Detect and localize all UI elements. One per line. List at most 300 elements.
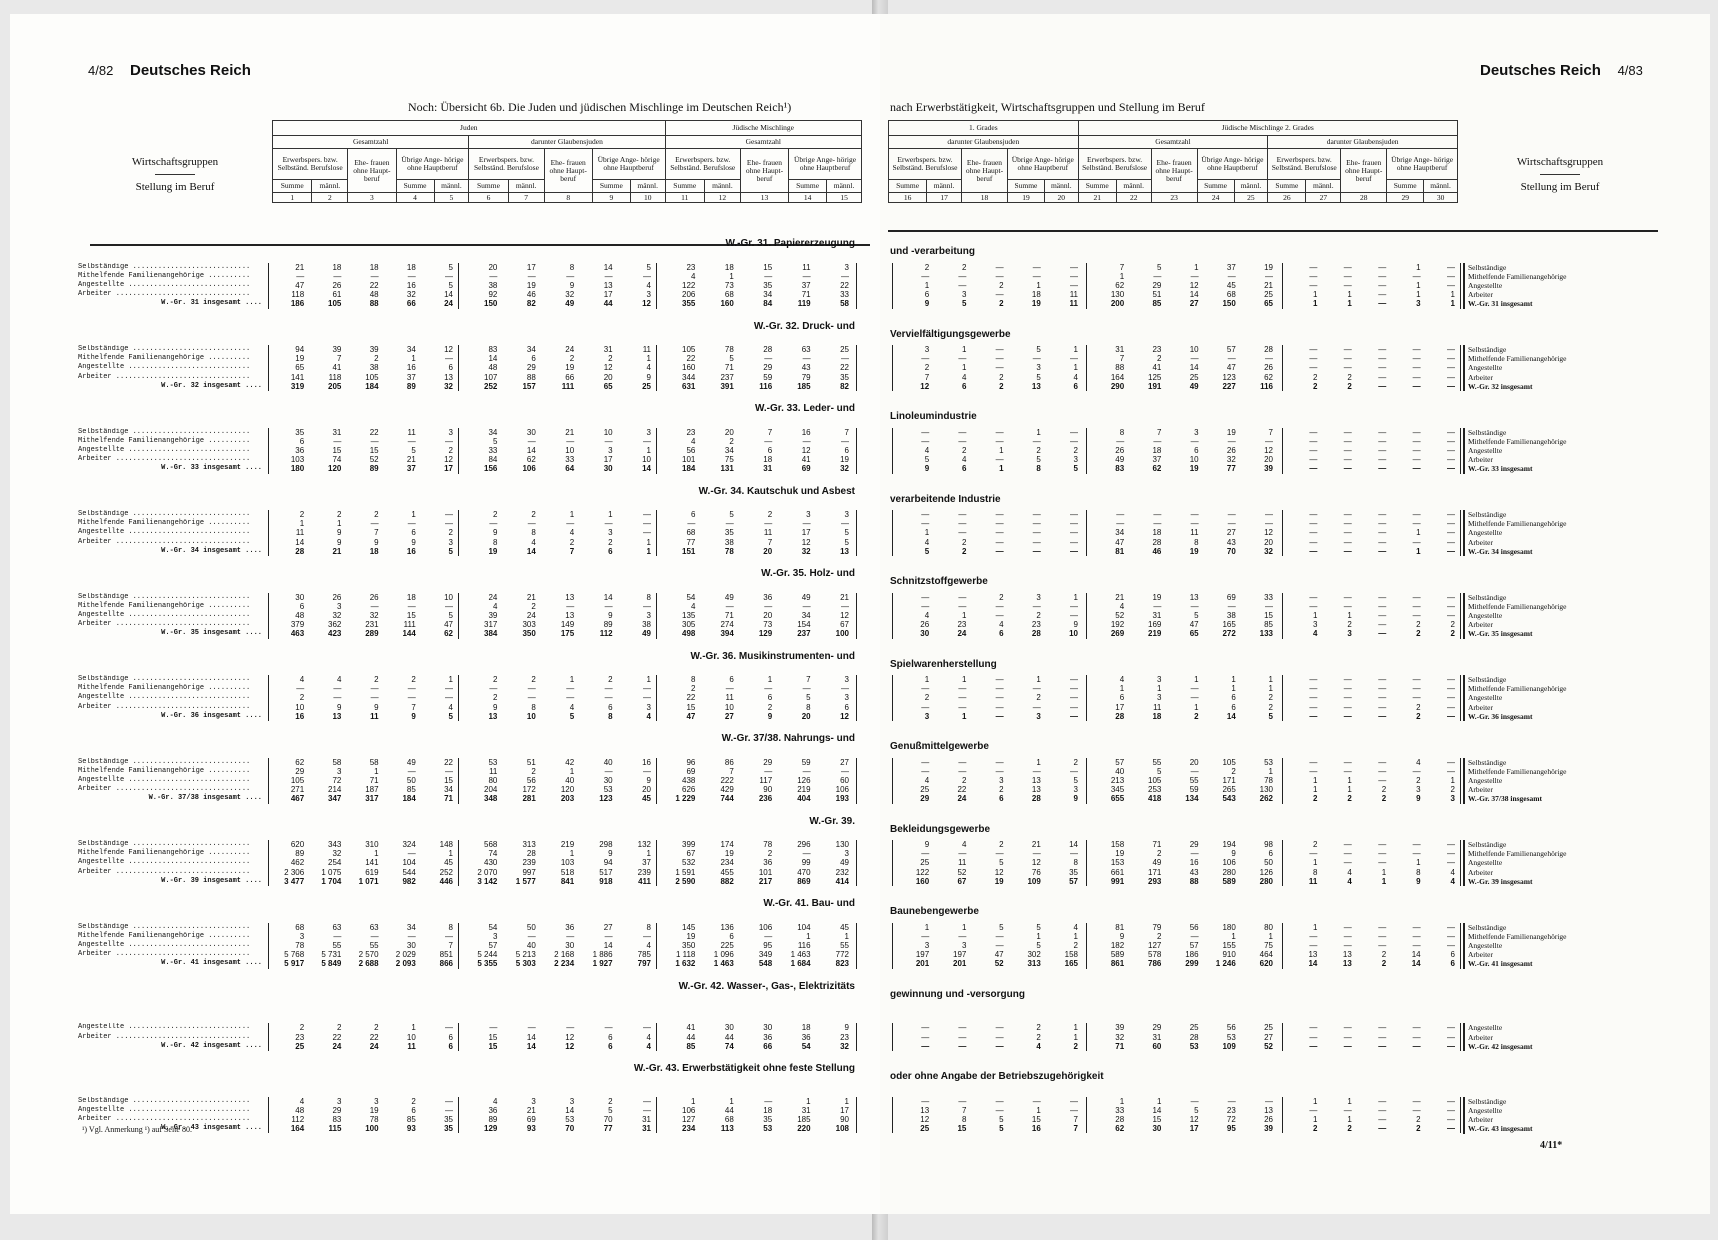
data-cell: 6 [1119,693,1125,703]
data-cell: 25 [920,858,930,868]
data-cells [270,675,456,721]
data-cells [1090,345,1276,391]
data-cell: 3 [999,775,1004,785]
data-cell: — [841,354,849,364]
data-cell: 6 [1194,445,1199,455]
data-cell: 67 [840,620,849,630]
column-rule [1460,263,1461,309]
row-label: Arbeiter [1468,620,1493,630]
data-cell: — [1447,537,1455,547]
data-cell: 19 [1226,427,1236,437]
row-label: Selbständige [1468,592,1507,602]
column-rule [656,923,657,969]
column-number: 4 [396,193,434,203]
data-cell: 455 [720,867,734,877]
total-cell: 1 [1381,876,1387,886]
column-rule [458,428,459,474]
data-cell: — [995,1096,1004,1106]
total-cell: 133 [1259,629,1273,639]
row-label-total: W.-Gr. 41 insgesamt .... [161,959,262,968]
data-cell: 6 [448,363,453,373]
data-cell: 4 [646,280,651,290]
data-cell: 2 [1036,1023,1041,1033]
column-rule [1460,1097,1461,1134]
data-cell: 379 [290,620,305,630]
data-cell: 49 [1152,858,1162,868]
data-cell: 55 [332,940,342,950]
data-cell: — [995,675,1004,684]
data-cell: 19 [1115,849,1125,859]
left-column-header [272,120,862,203]
data-cell: 30 [763,1023,773,1033]
data-cell: — [1378,519,1387,529]
data-cell: 6 [844,702,849,712]
data-cell: 1 [299,519,305,529]
total-cell: 21 [332,546,342,556]
total-cell: 78 [724,546,734,556]
data-cell: — [1343,1105,1352,1115]
data-cell: 11 [295,528,305,538]
data-cell: — [445,354,453,364]
data-cell: 1 [1268,684,1273,694]
data-cell: 37 [406,372,416,382]
data-cell: 85 [406,785,416,795]
data-cell: 29 [1189,840,1199,849]
data-cell: 14 [526,445,536,455]
data-cell: — [1378,766,1387,776]
col-summe: Summe [1197,180,1234,193]
data-cell: 12 [565,1032,575,1042]
column-rule [856,428,857,474]
data-cell: 26 [1264,1115,1273,1125]
data-cell: — [1412,693,1421,703]
data-cell: 24 [565,345,575,354]
data-cell: 15 [369,445,379,455]
data-cell: 4 [924,445,930,455]
row-label-total: W.-Gr. 33 insgesamt [1468,464,1533,474]
data-cell: 9 [411,537,416,547]
data-cell: 6 [608,1032,613,1042]
data-cell: 174 [720,840,734,849]
data-cell: — [958,1096,967,1106]
sheet-signature: 4/11* [1540,1140,1563,1151]
row-label-total: W.-Gr. 33 insgesamt .... [161,464,262,473]
data-cell: — [995,601,1004,611]
data-cell: 21 [406,455,416,465]
data-cell: 36 [801,1032,811,1042]
data-cell: 14 [444,290,453,300]
data-cell: 5 [844,528,849,538]
right-stub-header [1465,154,1655,195]
data-cell: — [1343,363,1352,373]
data-cell: — [1265,601,1273,611]
row-label-total: W.-Gr. 42 insgesamt .... [161,1041,262,1050]
data-cell: 120 [560,785,575,795]
data-cell: 1 [1036,675,1041,684]
data-cell: 38 [488,280,498,290]
data-cell: 33 [1264,592,1273,602]
total-cell: 4 [1036,1041,1041,1051]
data-cell: 2 [1036,445,1041,455]
data-cell: 52 [369,455,379,465]
data-cell: — [764,1096,773,1106]
data-cell: 7 [767,427,773,437]
total-cell: 14 [526,546,536,556]
column-rule [656,593,657,639]
data-cells [1090,428,1276,474]
data-cell: — [1153,510,1162,519]
column-rule [458,1097,459,1134]
column-rule [1460,510,1461,556]
data-cell: — [1343,271,1352,281]
data-cell: 105 [365,372,379,382]
total-cell: 70 [1226,546,1236,556]
data-cell: — [921,1023,930,1033]
data-cell: 7 [844,427,849,437]
data-cell: 194 [1222,840,1236,849]
row-label: Selbständige [1468,345,1507,354]
total-cell: 823 [835,959,849,969]
total-cell: 77 [1226,464,1236,474]
data-cell: 34 [1115,528,1125,538]
data-cell: 14 [603,592,613,602]
left-page-number: 4/82 [88,63,114,78]
data-cells [895,428,1081,474]
section-title-right: Bekleidungsgewerbe [890,823,991,835]
data-cell: 2 [729,436,734,446]
total-cell: 201 [915,959,930,969]
data-cell: 13 [1031,785,1041,795]
data-cell: — [1070,537,1078,547]
data-cell: 21 [1264,280,1273,290]
data-cell: — [1343,922,1352,932]
data-cell: — [1032,436,1041,446]
data-cell: — [1265,354,1273,364]
data-cell: 19 [1152,592,1162,602]
column-number: 27 [1306,193,1341,203]
data-cell: 1 [924,280,930,290]
column-rule [656,1097,657,1134]
data-cells [1090,758,1276,804]
data-cell: 135 [682,610,696,620]
total-cell: — [995,1041,1004,1051]
data-cell: 67 [686,849,696,859]
data-cell: 1 [569,510,575,519]
data-cell: — [1412,601,1421,611]
data-cells [1090,675,1276,721]
column-number: 23 [1151,193,1197,203]
data-cell: 2 [1073,445,1078,455]
data-cell: 15 [1152,1115,1162,1125]
header-glaubensjuden: darunter Glaubensjuden [889,136,1079,149]
column-rule [458,840,459,886]
data-cell: 12 [994,867,1004,877]
data-cell: 213 [1110,775,1125,785]
data-cell: 15 [444,775,453,785]
row-label: Arbeiter ................................ [78,1032,251,1041]
data-cell: 35 [763,1115,773,1125]
data-cell: 39 [488,610,498,620]
data-cell: 10 [406,1032,416,1042]
data-cell: 172 [522,785,536,795]
data-cell: 78 [763,840,773,849]
data-cell: 470 [797,867,811,877]
total-cell: 744 [720,794,734,804]
total-cell: 16 [295,711,305,721]
data-cell: 2 [1268,693,1273,703]
data-cells [270,1023,456,1051]
total-cell: 14 [526,1041,536,1051]
data-cell: — [921,354,930,364]
data-cell: — [527,519,536,529]
data-cell: 1 [336,519,342,529]
data-cell: 44 [724,1105,734,1115]
data-cell: 53 [1226,1032,1236,1042]
data-cell: 2 [336,1023,342,1033]
total-cell: — [1309,546,1318,556]
data-cell: 197 [915,950,930,960]
total-cell: 160 [915,876,930,886]
data-cell: — [958,1032,967,1042]
section-title-left: W.-Gr. 34. Kautschuk und Asbest [698,485,855,497]
data-cell: 1 [1036,427,1041,437]
data-cell: 15 [686,702,696,712]
data-cell: 4 [690,271,696,281]
data-cell: 40 [565,775,575,785]
data-cell: 43 [1226,537,1236,547]
data-cell: 11 [1069,290,1078,300]
total-cell: — [995,546,1004,556]
data-cell: — [1447,693,1455,703]
data-cell: 305 [682,620,696,630]
data-cell: 343 [328,840,342,849]
data-cell: — [1378,931,1387,941]
data-cell: — [1190,693,1199,703]
total-cell: 3 477 [284,876,305,886]
total-cell: 116 [1260,381,1273,391]
data-cell: — [445,684,453,694]
data-cell: — [407,849,416,859]
data-cells [660,675,852,721]
data-cell: 13 [1308,950,1318,960]
data-cell: 52 [1115,610,1125,620]
col-erwerbspers: Erwerbspers. bzw. Selbständ. Berufslose [1078,149,1151,180]
total-cell: 293 [1148,876,1162,886]
data-cell: — [1070,528,1078,538]
total-cell: 151 [682,546,696,556]
data-cell: 54 [488,922,498,932]
row-labels-left [78,263,268,309]
data-cell: — [958,693,967,703]
total-cell: 391 [720,381,734,391]
data-cells [895,263,1081,309]
data-cell: 36 [565,922,575,932]
data-cell: — [1447,1115,1455,1125]
data-cell: — [1447,436,1455,446]
data-cell: — [1190,519,1199,529]
data-cell: 126 [1259,867,1273,877]
data-cell: 80 [488,775,498,785]
row-label-total: W.-Gr. 31 insgesamt .... [161,299,262,308]
data-cell: 122 [682,280,696,290]
total-cell: 19 [994,876,1004,886]
row-label: Selbständige ............................ [78,757,251,766]
total-cell: 13 [840,546,849,556]
total-cell: 418 [1148,794,1162,804]
data-cell: 23 [957,620,967,630]
data-cell: 49 [1115,455,1125,465]
data-cell: — [1378,372,1387,382]
stub-header-line2: Stellung im Beruf [135,181,215,193]
total-cell: 414 [835,876,849,886]
data-cell: — [921,601,930,611]
total-cell: 1 684 [790,959,811,969]
data-cell: — [995,271,1004,281]
total-cell: 3 [1036,711,1041,721]
data-cell: — [489,519,498,529]
col-uebrige: Übrige Ange- hörige ohne Hauptberuf [789,149,862,180]
data-cell: 14 [1189,363,1199,373]
total-cell: 2 [1194,711,1199,721]
data-cells [1286,758,1458,804]
data-cell: 2 [1381,950,1387,960]
column-rule [1086,263,1087,309]
data-cell: — [995,528,1004,538]
data-cell: 2 [1347,372,1352,382]
data-cell: 65 [295,363,305,373]
data-cell: 21 [840,592,849,602]
data-cell: — [1378,1032,1387,1042]
data-cell: 310 [365,840,379,849]
data-cell: — [1070,684,1078,694]
data-cell: 86 [724,757,734,767]
total-cell: 82 [840,381,849,391]
data-cell: — [333,931,342,941]
data-cell: 51 [1152,290,1162,300]
data-cell: — [1309,519,1318,529]
total-cell: 6 [608,1041,613,1051]
total-cell: 193 [835,794,849,804]
total-cell: 100 [835,629,849,639]
total-cell: — [1378,711,1387,721]
data-cell: 1 [1347,785,1352,795]
total-cell: 120 [328,464,342,474]
data-cell: — [1343,427,1352,437]
total-cell: 548 [758,959,773,969]
total-cell: 655 [1110,794,1125,804]
data-cell: 30 [724,1023,734,1033]
data-cell: — [1412,1105,1421,1115]
data-cell: — [1378,354,1387,364]
data-cell: — [1190,601,1199,611]
data-cell: — [764,601,773,611]
data-cell: 589 [1110,950,1125,960]
data-cell: 31 [1152,1032,1162,1042]
data-cell: — [921,592,930,602]
data-cell: 68 [686,528,696,538]
col-uebrige: Übrige Ange- hörige ohne Hauptberuf [1007,149,1078,180]
data-cell: 2 [690,684,696,694]
data-cell: — [604,601,613,611]
total-cell: 70 [565,1124,575,1134]
data-cell: 34 [526,345,536,354]
data-cell: 464 [1259,950,1273,960]
data-cell: 5 [1036,372,1041,382]
data-cell: 3 [844,849,849,859]
total-cell: 1 704 [321,876,342,886]
data-cell: 28 [1264,345,1273,354]
data-cell: 69 [686,766,696,776]
column-rule [856,923,857,969]
section-title-left: W.-Gr. 32. Druck- und [753,320,855,332]
data-cell: 29 [763,363,773,373]
data-cell: 1 [1381,867,1387,877]
data-cell: — [1070,436,1078,446]
data-cell: — [643,684,651,694]
data-cell: — [445,519,453,529]
data-cell: 6 [690,510,696,519]
data-cell: 6 [1450,950,1455,960]
total-cell: 6 [448,1041,453,1051]
data-cell: 47 [295,280,305,290]
data-cell: 19 [724,849,734,859]
data-cell: — [1309,455,1318,465]
data-cell: 35 [724,528,734,538]
data-cell: 8 [1119,427,1125,437]
data-cell: — [1447,519,1455,529]
data-cell: 17 [603,455,613,465]
data-cell: 9 [336,702,342,712]
data-cell: 78 [724,345,734,354]
data-cell: 33 [840,290,849,300]
column-rule [656,675,657,721]
data-cell: 1 [1194,262,1199,272]
data-cell: — [1412,940,1421,950]
data-cell: 4 [492,601,498,611]
data-cell: — [1309,940,1318,950]
total-cell: 100 [365,1124,379,1134]
total-cell: 62 [444,629,453,639]
data-cell: 66 [565,372,575,382]
column-rule [1282,1097,1283,1134]
column-number: 3 [348,193,396,203]
total-cell: 1 577 [515,876,536,886]
total-cell: 13 [488,711,498,721]
data-cells [462,1097,654,1134]
data-cell: 280 [1222,867,1236,877]
col-erwerbspers: Erwerbspers. bzw. Selbständ. Berufslose [665,149,740,180]
data-cell: 2 029 [395,950,416,960]
row-label: Angestellte [1468,445,1503,455]
data-cell: 9 [1231,849,1236,859]
total-cell: 3 [1347,629,1352,639]
data-cell: — [445,766,453,776]
data-cell: 126 [797,775,811,785]
total-cell: 115 [328,1124,342,1134]
data-cell: — [1412,363,1421,373]
data-cell: — [1032,510,1041,519]
data-cell: 79 [1152,922,1162,932]
row-labels-right [1463,263,1668,309]
data-cell: 3 [569,1096,575,1106]
data-cell: — [1227,519,1236,529]
data-cell: 1 [411,354,416,364]
data-cells [462,263,654,309]
data-cell: — [1070,702,1078,712]
data-cell: 1 [729,271,734,281]
data-cell: — [958,354,967,364]
data-cell: 33 [488,445,498,455]
